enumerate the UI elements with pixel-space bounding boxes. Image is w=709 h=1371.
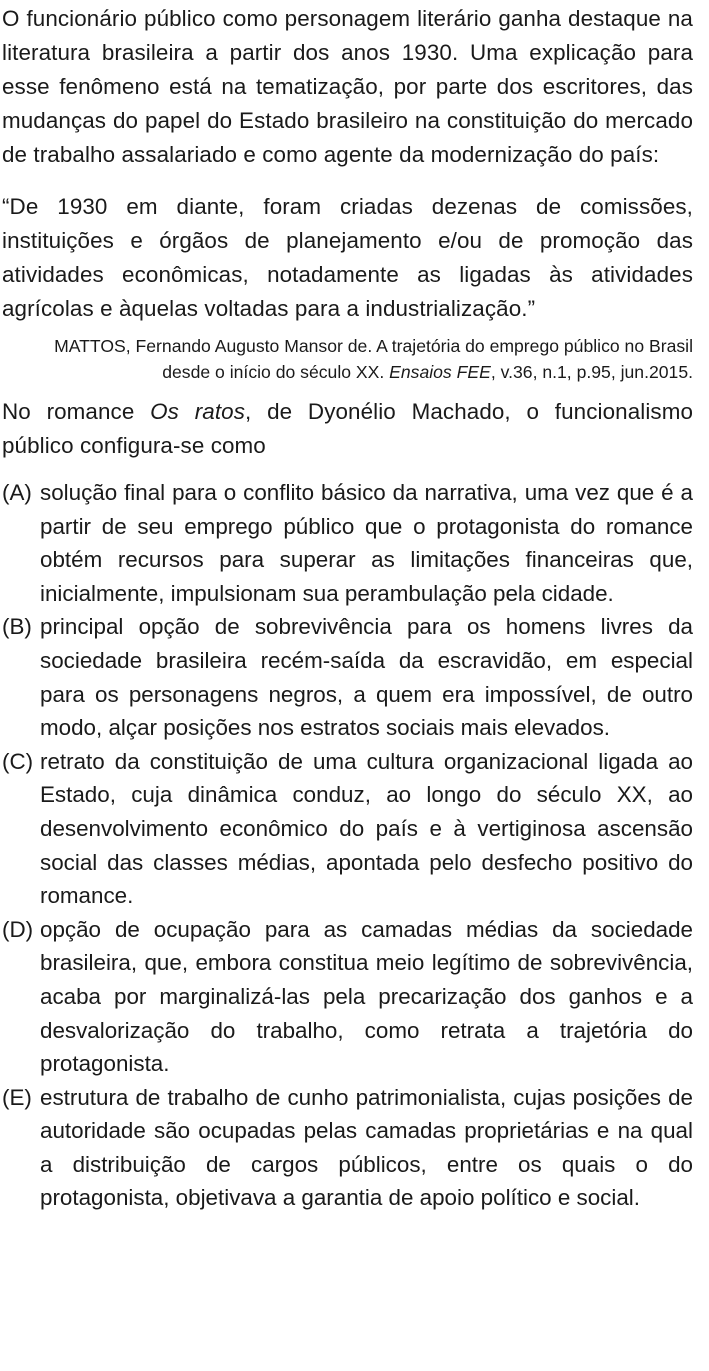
option-a[interactable]: [2, 476, 693, 610]
citation-text: MATTOS, Fernando Augusto Mansor de. A trajetória do emprego público no Brasil desde o início do século XX.: [54, 336, 693, 382]
option-letter: (B): [2, 614, 32, 640]
quote-paragraph: “De 1930 em diante, foram criadas dezenas de comissões, instituições e órgãos de planejamento e/ou de promoção das atividades econômicas, notadamente as ligadas às atividades agrícolas e àquelas voltadas para a industrialização.”: [2, 194, 693, 321]
option-letter: (D): [2, 916, 34, 942]
citation-journal: Ensaios FEE: [389, 362, 491, 382]
option-letter: (A): [2, 480, 32, 505]
option-d[interactable]: [2, 913, 693, 1081]
citation-details: , v.36, n.1, p.95, jun.2015.: [490, 362, 693, 382]
intro-paragraph: O funcionário público como personagem literário ganha destaque na literatura brasileira a partir dos anos 1930. Uma explicação para esse fenômeno está na tematização, por parte dos escritores, das mudanças do papel do Estado brasileiro na constituição do mercado de trabalho assalariado e como agente da modernização do país:: [2, 6, 693, 167]
option-c[interactable]: [2, 745, 693, 913]
option-letter: (E): [2, 1084, 32, 1110]
option-b[interactable]: [2, 610, 693, 744]
question-text-end: , de Dyonélio Machado, o funcionalismo público configura-se como: [2, 399, 693, 458]
option-text: estrutura de trabalho de cunho patrimonialista, cujas posições de autoridade são ocupadas pelas camadas proprietárias e na qual a distribuição de cargos públicos, entre os quais o do protagonista, objetivava a garantia de apoio político e social.: [40, 1084, 693, 1211]
option-text: principal opção de sobrevivência para os homens livres da sociedade brasileira recém-saída da escravidão, em especial para os personagens negros, a quem era impossível, de outro modo, alçar posições nos estratos sociais mais elevados.: [40, 614, 693, 741]
citation: [2, 333, 693, 385]
option-text: solução final para o conflito básico da narrativa, uma vez que é a partir de seu emprego público que o protagonista do romance obtém recursos para superar as limitações financeiras que, inicialmente, impulsionam sua perambulação pela cidade.: [40, 480, 693, 606]
question-text-start: No romance: [2, 399, 151, 424]
option-e[interactable]: [2, 1081, 693, 1215]
question-stem: [2, 395, 693, 463]
option-text: retrato da constituição de uma cultura organizacional ligada ao Estado, cuja dinâmica conduz, ao longo do século XX, ao desenvolvimento econômico do país e à vertiginosa ascensão social das classes médias, apontada pelo desfecho positivo do romance.: [40, 748, 693, 909]
novel-title: Os ratos: [150, 399, 245, 424]
answer-options: [2, 476, 693, 1215]
option-letter: (C): [2, 748, 34, 774]
option-text: opção de ocupação para as camadas médias da sociedade brasileira, que, embora constitua meio legítimo de sobrevivência, acaba por marginalizá-las pela precarização dos ganhos e a desvalorização do trabalho, como retrata a trajetória do protagonista.: [40, 916, 693, 1077]
